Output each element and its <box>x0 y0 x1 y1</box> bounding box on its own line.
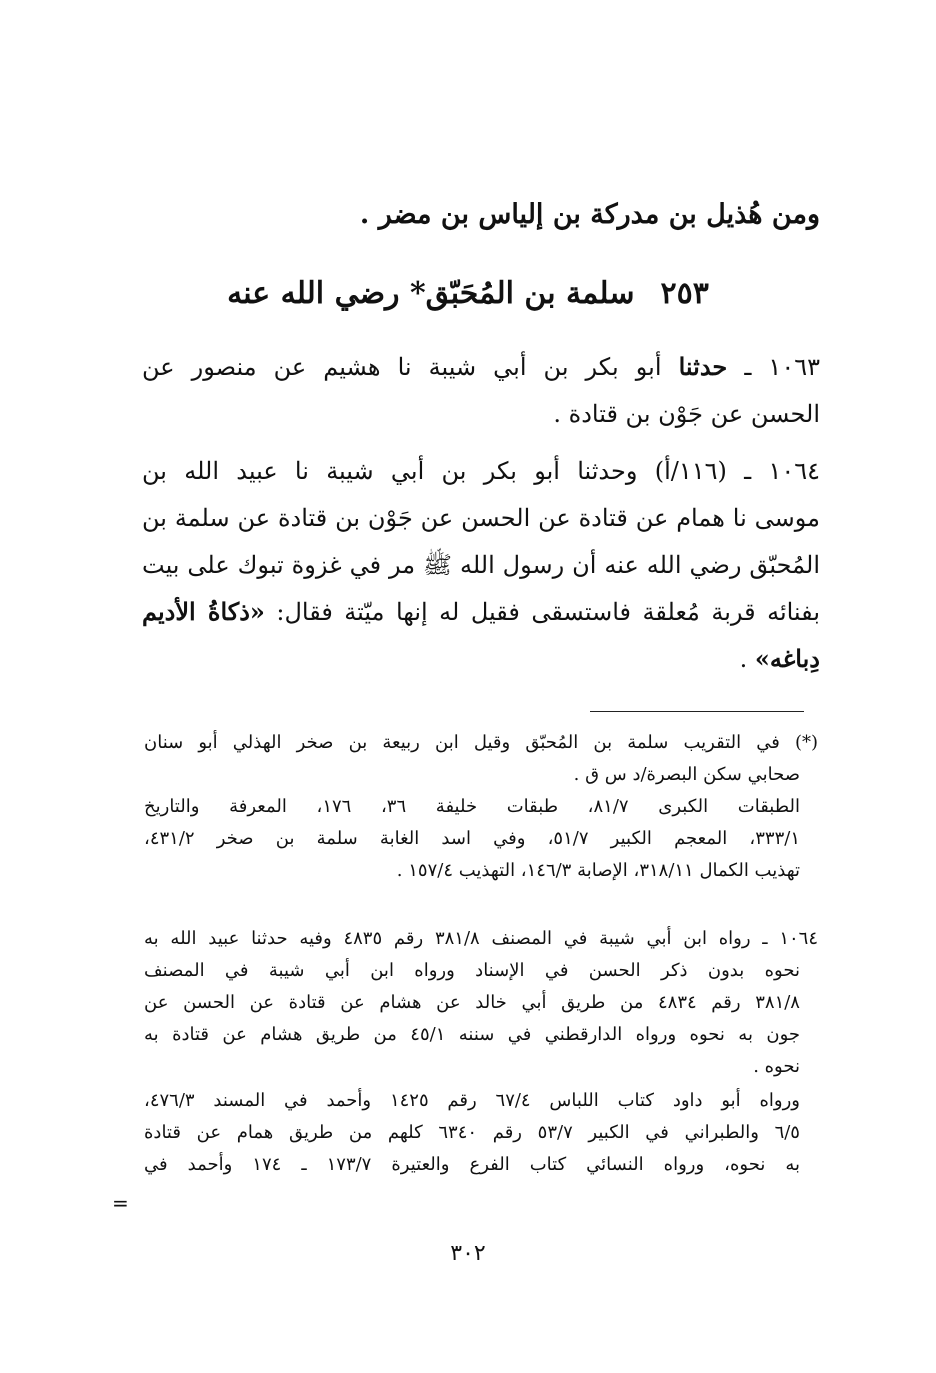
hadith-1063-opening-word: حدثنا <box>678 352 728 381</box>
footnote-1064-line-7: ٦/٥ والطبراني في الكبير ٥٣/٧ رقم ٦٣٤٠ كلهم من طريق همام عن قتادة <box>144 1122 800 1143</box>
hadith-1064-line-1: ١٠٦٤ ـ (١١٦/أ) وحدثنا أبو بكر بن أبي شيبة نا عبيد الله بن <box>142 457 821 485</box>
hadith-1063-line-2: الحسن عن جَوْن بن قتادة . <box>553 400 820 428</box>
hadith-1064-text: بفنائه قربة مُعلقة فاستسقى فقيل له إنها ميّتة فقال: <box>276 598 820 626</box>
footnote-1064-line-6: ورواه أبو داود كتاب اللباس ٦٧/٤ رقم ١٤٢٥ وأحمد في المسند ٤٧٦/٣، <box>144 1090 800 1111</box>
chapter-number: ٢٥٣ <box>660 276 709 311</box>
footnote-star-line-1: (*) في التقريب سلمة بن المُحبّق وقيل ابن ربيعة بن صخر الهذلي أبو سنان <box>144 732 818 753</box>
footnote-star-line-5: تهذيب الكمال ٣١٨/١١، الإصابة ١٤٦/٣، التهذيب ١٥٧/٤ . <box>396 860 800 881</box>
footnote-1064-line-1: ١٠٦٤ ـ رواه ابن أبي شيبة في المصنف ٣٨١/٨ رقم ٤٨٣٥ وفيه حدثنا عبيد الله به <box>144 928 818 949</box>
footnote-star-line-3: الطبقات الكبرى ٨١/٧، طبقات خليفة ٣٦، ١٧٦، المعرفة والتاريخ <box>144 796 800 817</box>
footnote-star-line-4: ٣٣٣/١، المعجم الكبير ٥١/٧، وفي اسد الغابة سلمة بن صخر ٤٣١/٢، <box>144 828 800 849</box>
footnote-star-line-2: صحابي سكن البصرة/د س ق . <box>573 764 800 785</box>
footnote-1064-line-5: نحوه . <box>753 1056 800 1077</box>
footnote-1064-line-8: به نحوه، ورواه النسائي كتاب الفرع والعتيرة ١٧٣/٧ ـ ١٧٤ وأحمد في <box>144 1154 800 1175</box>
hadith-1064-end-stop: . <box>739 645 755 673</box>
footnote-divider <box>590 711 804 712</box>
chapter-title: سلمة بن المُحَبّق* رضي الله عنه <box>227 276 635 311</box>
hadith-1064-line-3: المُحبّق رضي الله عنه أن رسول الله ﷺ مر في غزوة تبوك على بيت <box>142 551 820 579</box>
hadith-1063-number: ١٠٦٣ ـ <box>744 353 820 381</box>
section-intro-line: ومن هُذيل بن مدركة بن إلياس بن مضر . <box>359 199 820 230</box>
hadith-1063-text: أبو بكر بن أبي شيبة نا هشيم عن منصور عن <box>142 353 662 381</box>
continuation-mark: = <box>112 1191 129 1215</box>
hadith-1064-quote-end: دِباغه» <box>754 644 820 673</box>
hadith-1064-line-4 <box>142 590 820 634</box>
hadith-1064-line-2: موسى نا همام عن قتادة عن الحسن عن جَوْن بن قتادة عن سلمة بن <box>142 504 820 532</box>
footnote-1064-line-3: ٣٨١/٨ رقم ٤٨٣٤ من طريق أبي خالد عن هشام عن قتادة عن الحسن عن <box>144 992 800 1013</box>
hadith-1064-quote-start: «ذكاةُ الأديم <box>142 597 265 626</box>
chapter-heading <box>116 266 820 322</box>
hadith-1063-line-1 <box>142 345 820 389</box>
footnote-1064-line-4: جون به نحوه ورواه الدارقطني في سننه ٤٥/١ من طريق هشام عن قتادة به <box>144 1024 801 1045</box>
footnote-1064-line-2: نحوه بدون ذكر الحسن في الإسناد ورواه ابن أبي شيبة في المصنف <box>144 960 800 981</box>
page-number: ٣٠٢ <box>450 1241 486 1266</box>
hadith-1064-line-5 <box>142 637 820 681</box>
